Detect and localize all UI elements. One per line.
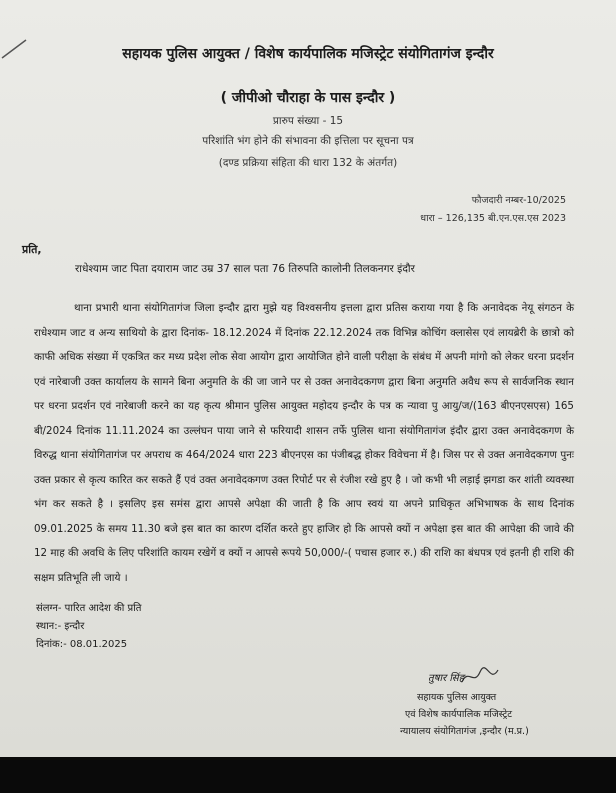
enclosure-attachment: संलग्न- पारित आदेश की प्रति <box>36 603 142 614</box>
notice-title: परिशांति भंग होने की संभावना की इत्तिला पर सूचना पत्र <box>202 135 414 147</box>
enclosure-date: दिनांक:- 08.01.2025 <box>36 639 128 650</box>
signature-scribble <box>460 664 500 688</box>
signatory-role: एवं विशेष कार्यपालिक मजिस्ट्रेट <box>405 709 513 720</box>
recipient-address: राधेश्याम जाट पिता दयाराम जाट उम्र 37 साल पता 76 तिरुपति कालोनी तिलकनगर इंदौर <box>75 263 415 275</box>
case-number: फौजदारी नम्बर-10/2025 <box>471 195 566 206</box>
signatory-court: न्यायालय संयोगितागंज ,इन्दौर (म.प्र.) <box>400 726 529 737</box>
recipient-label: प्रति, <box>22 243 42 256</box>
notice-body: थाना प्रभारी थाना संयोगितागंज जिला इन्दौर द्वारा मुझे यह विश्वसनीय इत्तला द्वारा प्रतिस कराया गया है कि अनावेदक नेयू संगठन के राधेश्याम जाट व अन्य साथियो के द्वारा दिनांक- 18.12.2024 में दिनांक 22.12.2024 तक विभिन्न कोचिंग क्लासेस एवं लायब्रेरी के छात्रो को काफी अधिक संख्या में एकत्रित कर मध्य प्रदेश लोक सेवा आयोग द्वारा आयोजित होने वाली परीक्षा के संबंध में अपनी मांगो को लेकर धरना प्रदर्शन एवं नारेबाजी उक्त कार्यालय के सामने बिना अनुमति के की जा जाने पर से उक्त अनावेदकगण द्वारा बिना अनुमति अवैध रूप से सार्वजनिक स्थान पर धरना प्रदर्शन एवं नारेबाजी करने का यह कृत्य श्रीमान पुलिस आयुक्त महोदय इन्दौर के पत्र क न्यावा पु आयु/ज/(163 बीएनएसएस) 165 बी/2024 दिनांक 11.11.2024 का उल्लंघन पाया जाने से फरियादी शासन तर्फे पुलिस थाना संयोगितागंज इंदौर द्वारा उक्त अनावेदकगण के विरुद्ध थाना संयोगितागंज पर अपराध क 464/2024 धारा 223 बीएनएस का पंजीबद्ध होकर विवेचना में है। जिस पर से उक्त अनावेदकगण पुनः उक्त प्रकार से कृत्य कारित कर सकते हैं एवं उक्त अनावेदकगण उक्त रिपोर्ट पर से रंजीश रखे हुए है । जो कभी भी लड़ाई झगडा कर शांती व्यवस्था भंग कर सकते है । इसलिए इस समंस द्वारा आपसे अपेक्षा की जाती है कि आप स्वयं या अपने प्राधिकृत अभिभाषक के साथ दिनांक 09.01.2025 के समय 11.30 बजे इस बात का कारण दर्शित करते हुए हाजिर हो कि आपसे क्यों न अपेक्षा इस बात की आपेक्षा की जावे की 12 माह की अवधि के लिए परिशांति कायम रखेगें व क्यों न आपसे रूपये 50,000/-( पचास हजार रु.) की राशि का बंधपत्र एवं इतनी ही राशि की सक्षम प्रतिभूति ली जाये । <box>34 302 574 584</box>
form-number: प्रारुप संख्या - 15 <box>272 115 344 127</box>
bottom-black-band <box>0 757 616 793</box>
signatory-designation: सहायक पुलिस आयुक्त <box>417 692 497 703</box>
section-reference: धारा – 126,135 बी.एन.एस.एस 2023 <box>420 213 566 224</box>
signatory-name: तुषार सिंह <box>428 673 464 684</box>
section-note: (दण्ड प्रक्रिया संहिता की धारा 132 के अंतर्गत) <box>218 157 398 169</box>
office-title: सहायक पुलिस आयुक्त / विशेष कार्यपालिक मजिस्ट्रेट संयोगितागंज इन्दौर <box>122 46 494 62</box>
enclosure-place: स्थान:- इन्दौर <box>36 621 85 632</box>
office-location: ( जीपीओ चौराहा के पास इन्दौर ) <box>220 90 396 106</box>
